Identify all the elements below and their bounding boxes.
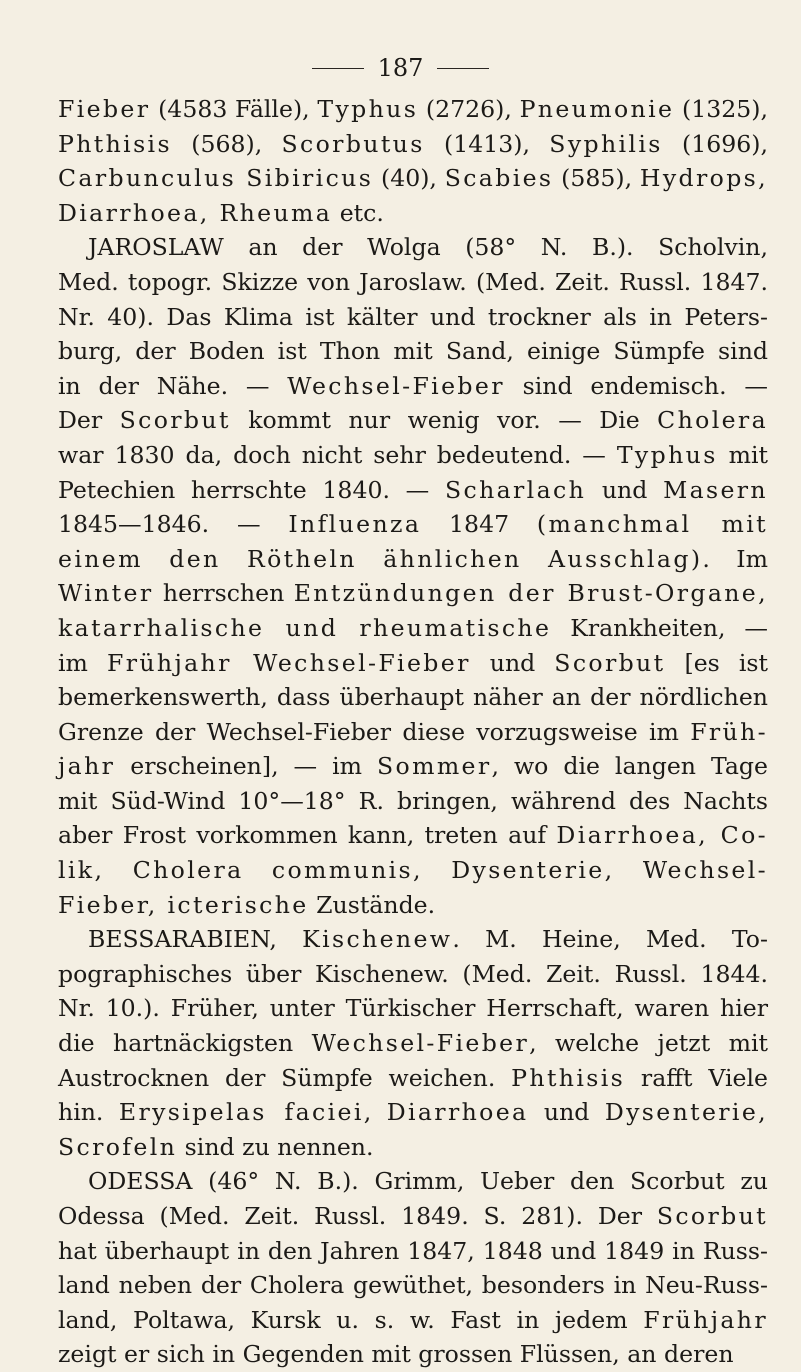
spaced-emphasis-text: jahr <box>58 752 116 781</box>
text-segment: erscheinen], — im <box>115 752 377 781</box>
text-line <box>58 991 768 1026</box>
text-line <box>58 334 768 369</box>
text-line <box>58 1164 768 1199</box>
text-segment: burg, der Boden ist Thon mit Sand, einige Sümpfe sind <box>58 337 768 366</box>
text-segment: in der Nähe. — <box>58 371 288 400</box>
text-segment: (585), <box>553 164 640 193</box>
spaced-emphasis-text: Phthisis <box>58 129 172 158</box>
text-line <box>58 1303 768 1338</box>
text-line <box>58 922 768 957</box>
text-line <box>58 680 768 715</box>
spaced-emphasis-text: Scharlach <box>444 475 587 504</box>
text-line <box>58 265 768 300</box>
text-segment: mit <box>717 440 768 469</box>
spaced-emphasis-text: Dysenterie, <box>604 1098 769 1127</box>
spaced-emphasis-text: lik, Cholera communis, Dysenterie, Wechsel- <box>58 856 768 885</box>
text-line <box>58 611 768 646</box>
text-line <box>58 473 768 508</box>
spaced-emphasis-text: Typhus <box>616 440 718 469</box>
text-segment: (4583 Fälle), <box>150 95 318 123</box>
spaced-emphasis-text: Diarrhoea <box>386 1098 529 1127</box>
text-line <box>58 749 768 784</box>
spaced-emphasis-text: Hydrops, <box>639 164 768 193</box>
text-segment: und <box>586 475 664 504</box>
text-segment: (2726), <box>418 95 520 123</box>
text-segment: , <box>363 1098 387 1127</box>
text-line <box>58 1199 768 1234</box>
text-segment: rafft Viele <box>625 1063 768 1092</box>
spaced-emphasis-text: Typhus <box>317 95 419 123</box>
spaced-emphasis-text: Frühjahr <box>643 1305 768 1334</box>
header-rule-right <box>437 68 489 69</box>
text-segment: und <box>470 648 555 677</box>
spaced-emphasis-text: katarrhalische und rheumatische <box>58 613 552 642</box>
text-line <box>58 1061 768 1096</box>
page-header <box>0 54 801 82</box>
spaced-emphasis-text: Cholera <box>657 406 768 435</box>
text-line <box>58 1234 768 1269</box>
text-segment: hat überhaupt in den Jahren 1847, 1848 und 1849 in Russ- <box>58 1236 768 1265</box>
body-text <box>58 92 768 1372</box>
text-line <box>58 646 768 681</box>
text-line <box>58 230 768 265</box>
text-segment: herrschen <box>153 579 294 608</box>
text-segment: Odessa (Med. Zeit. Russl. 1849. S. 281). Der <box>58 1202 657 1230</box>
spaced-emphasis-text: Syphilis <box>549 129 663 158</box>
text-segment: Zustände. <box>308 890 436 919</box>
text-line <box>58 542 768 577</box>
spaced-emphasis-text: Scorbut <box>656 1202 768 1230</box>
header-rule-left <box>312 68 364 69</box>
spaced-emphasis-text: Scorbutus <box>281 129 425 158</box>
text-segment: Grenze der Wechsel-Fieber diese vorzugsweise im <box>58 717 691 746</box>
spaced-emphasis-text: Pneumonie <box>519 95 675 123</box>
spaced-emphasis-text: Scrofeln <box>58 1132 178 1161</box>
text-segment: [es ist <box>665 648 768 677</box>
text-line <box>58 438 768 473</box>
text-segment: war 1830 da, doch nicht sehr bedeutend. — <box>58 440 617 469</box>
text-segment: Nr. 40). Das Klima ist kälter und trockner als in Peters- <box>58 302 768 331</box>
text-line <box>58 1337 768 1372</box>
text-segment: sind zu nennen. <box>177 1132 374 1161</box>
text-segment: Petechien herrschte 1840. — <box>58 475 445 504</box>
spaced-emphasis-text: (manchmal mit <box>536 510 768 539</box>
text-segment: 1847 <box>421 510 537 539</box>
text-line <box>58 818 768 853</box>
spaced-emphasis-text: Masern <box>663 475 768 504</box>
text-segment: (568), <box>171 129 282 158</box>
text-segment: 1845—1846. — <box>58 510 289 539</box>
spaced-emphasis-text: Diarrhoea, Co- <box>556 821 768 850</box>
spaced-emphasis-text: Sommer <box>377 752 492 781</box>
text-line <box>58 403 768 438</box>
text-segment: Der <box>58 406 120 435</box>
text-segment: Med. topogr. Skizze von Jaroslaw. (Med. Zeit. Russl. 1847. <box>58 267 768 296</box>
text-line <box>58 507 768 542</box>
text-segment: land, Poltawa, Kursk u. s. w. Fast in jedem <box>58 1305 644 1334</box>
spaced-emphasis-text: Scorbut <box>119 406 231 435</box>
text-segment: land neben der Cholera gewüthet, besonders in Neu-Russ- <box>58 1271 768 1300</box>
spaced-emphasis-text: Diarrhoea, Rheuma <box>58 198 333 227</box>
text-segment: Nr. 10.). Früher, unter Türkischer Herrschaft, waren hier <box>58 994 768 1023</box>
text-segment: (1413), <box>424 129 550 158</box>
text-segment: (40), <box>373 164 445 193</box>
spaced-emphasis-text: Entzündungen der Brust-Organe, <box>293 579 768 608</box>
text-segment: mit Süd-Wind 10°—18° R. bringen, während des Nachts <box>58 786 768 815</box>
text-segment: hin. <box>58 1098 119 1127</box>
spaced-emphasis-text: Fieber, icterische <box>58 890 309 919</box>
text-line <box>58 1095 768 1130</box>
spaced-emphasis-text: Winter <box>58 579 154 608</box>
spaced-emphasis-text: Influenza <box>288 510 422 539</box>
text-segment: zeigt er sich in Gegenden mit grossen Flüssen, an deren <box>58 1340 734 1369</box>
text-line <box>58 715 768 750</box>
text-line <box>58 784 768 819</box>
text-segment: , welche jetzt mit <box>529 1029 768 1058</box>
spaced-emphasis-text: einem den Rötheln ähnlichen Ausschlag). <box>58 544 713 573</box>
text-line <box>58 1026 768 1061</box>
spaced-emphasis-text: Fieber <box>58 95 151 123</box>
text-segment: bemerkenswerth, dass überhaupt näher an der nördlichen <box>58 683 768 712</box>
spaced-emphasis-text: Kischenew <box>302 925 453 954</box>
text-line <box>58 576 768 611</box>
text-segment: Im <box>712 544 768 573</box>
text-segment: sind endemisch. — <box>504 371 768 400</box>
spaced-emphasis-text: Wechsel-Fieber <box>311 1029 530 1058</box>
text-segment: pographisches über Kischenew. (Med. Zeit. Russl. 1844. <box>58 959 768 988</box>
spaced-emphasis-text: Erysipelas faciei <box>118 1098 364 1127</box>
text-segment: kommt nur wenig vor. — Die <box>230 406 658 435</box>
spaced-emphasis-text: Frühjahr Wechsel-Fieber <box>106 648 471 677</box>
spaced-emphasis-text: Scabies <box>444 164 554 193</box>
text-line <box>58 161 768 196</box>
text-line <box>58 957 768 992</box>
text-segment: und <box>528 1098 605 1127</box>
text-line <box>58 1130 768 1165</box>
text-segment: Krankheiten, — <box>551 613 768 642</box>
text-segment: . M. Heine, Med. To- <box>452 925 768 954</box>
text-segment: (1696), <box>662 129 768 158</box>
text-segment: Austrocknen der Sümpfe weichen. <box>58 1063 512 1092</box>
text-line <box>58 853 768 888</box>
text-segment: JAROSLAW an der Wolga (58° N. B.). Scholvin, <box>88 233 768 262</box>
spaced-emphasis-text: Früh- <box>690 717 768 746</box>
text-segment: ODESSA (46° N. B.). Grimm, Ueber den Scorbut zu <box>88 1167 768 1196</box>
text-line <box>58 127 768 162</box>
text-line <box>58 196 768 231</box>
text-segment: (1325), <box>674 95 768 123</box>
spaced-emphasis-text: Wechsel-Fieber <box>287 371 505 400</box>
spaced-emphasis-text: Scorbut <box>554 648 666 677</box>
text-segment: aber Frost vorkommen kann, treten auf <box>58 821 557 850</box>
text-line <box>58 1268 768 1303</box>
text-line <box>58 300 768 335</box>
text-segment: , wo die langen Tage <box>491 752 768 781</box>
text-segment: BESSARABIEN, <box>88 925 303 954</box>
text-segment: im <box>58 648 107 677</box>
spaced-emphasis-text: Phthisis <box>511 1063 626 1092</box>
text-segment: etc. <box>332 198 384 227</box>
spaced-emphasis-text: Carbunculus Sibiricus <box>58 164 374 193</box>
text-segment: die hartnäckigsten <box>58 1029 312 1058</box>
text-line <box>58 888 768 923</box>
text-line <box>58 92 768 127</box>
page-number: 187 <box>377 54 424 82</box>
text-line <box>58 369 768 404</box>
